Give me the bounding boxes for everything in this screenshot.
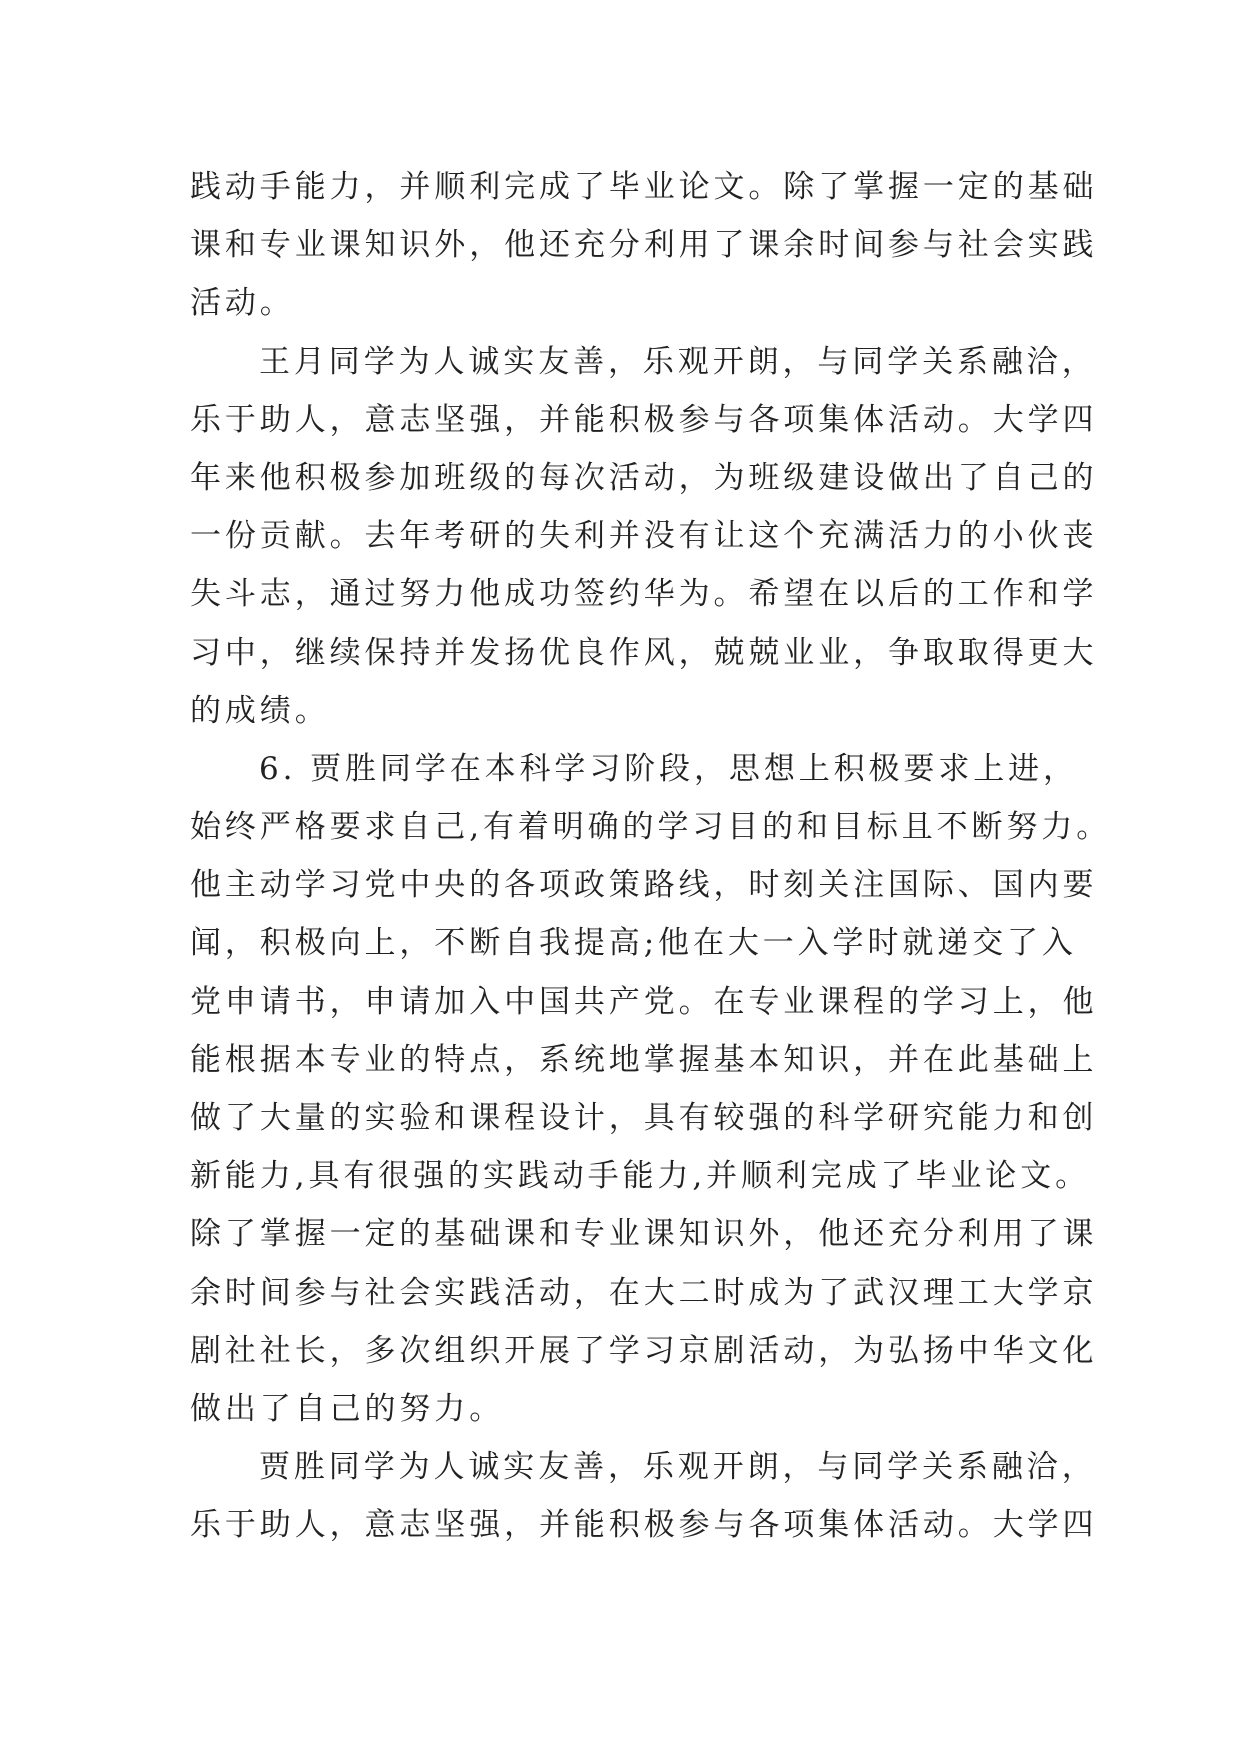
text-line: 的成绩。 [190, 692, 330, 729]
text-line: 乐于助人，意志坚强，并能积极参与各项集体活动。大学四 [190, 1507, 1098, 1544]
text-line: 一份贡献。去年考研的失利并没有让这个充满活力的小伙丧 [190, 518, 1098, 555]
text-line: 践动手能力，并顺利完成了毕业论文。除了掌握一定的基础 [190, 169, 1098, 205]
text-line: 课和专业课知识外，他还充分利用了课余时间参与社会实践 [190, 227, 1098, 264]
text-line: 闻，积极向上，不断自我提高;他在大一入学时就递交了入 [190, 925, 1077, 962]
document-body [190, 158, 1112, 1555]
text-line: 活动。 [190, 285, 295, 322]
text-line: 失斗志，通过努力他成功签约华为。希望在以后的工作和学 [190, 576, 1098, 613]
text-line: 除了掌握一定的基础课和专业课知识外，他还充分利用了课 [190, 1216, 1098, 1253]
text-line: 始终严格要求自己,有着明确的学习目的和目标且不断努力。 [190, 809, 1112, 846]
text-line: 年来他积极参加班级的每次活动，为班级建设做出了自己的 [190, 459, 1098, 496]
text-line: 党申请书，申请加入中国共产党。在专业课程的学习上，他 [190, 983, 1098, 1020]
text-line: 他主动学习党中央的各项政策路线，时刻关注国际、国内要 [190, 867, 1098, 904]
text-line: 做了大量的实验和课程设计，具有较强的科学研究能力和创 [190, 1100, 1098, 1136]
text-line: 习中，继续保持并发扬优良作风，兢兢业业，争取取得更大 [190, 634, 1098, 671]
text-line: 新能力,具有很强的实践动手能力,并顺利完成了毕业论文。 [190, 1158, 1091, 1195]
text-line: 能根据本专业的特点，系统地掌握基本知识，并在此基础上 [190, 1041, 1098, 1078]
text-line: 剧社社长，多次组织开展了学习京剧活动，为弘扬中华文化 [190, 1332, 1098, 1369]
paragraph-first-line: 6. 贾胜同学在本科学习阶段，思想上积极要求上进， [259, 750, 1078, 787]
text-line: 做出了自己的努力。 [190, 1390, 505, 1427]
paragraph-first-line: 贾胜同学为人诚实友善，乐观开朗，与同学关系融洽， [259, 1449, 1097, 1486]
paragraph-first-line: 王月同学为人诚实友善，乐观开朗，与同学关系融洽， [259, 343, 1097, 380]
text-line: 余时间参与社会实践活动，在大二时成为了武汉理工大学京 [190, 1274, 1098, 1311]
text-line: 乐于助人，意志坚强，并能积极参与各项集体活动。大学四 [190, 401, 1098, 438]
